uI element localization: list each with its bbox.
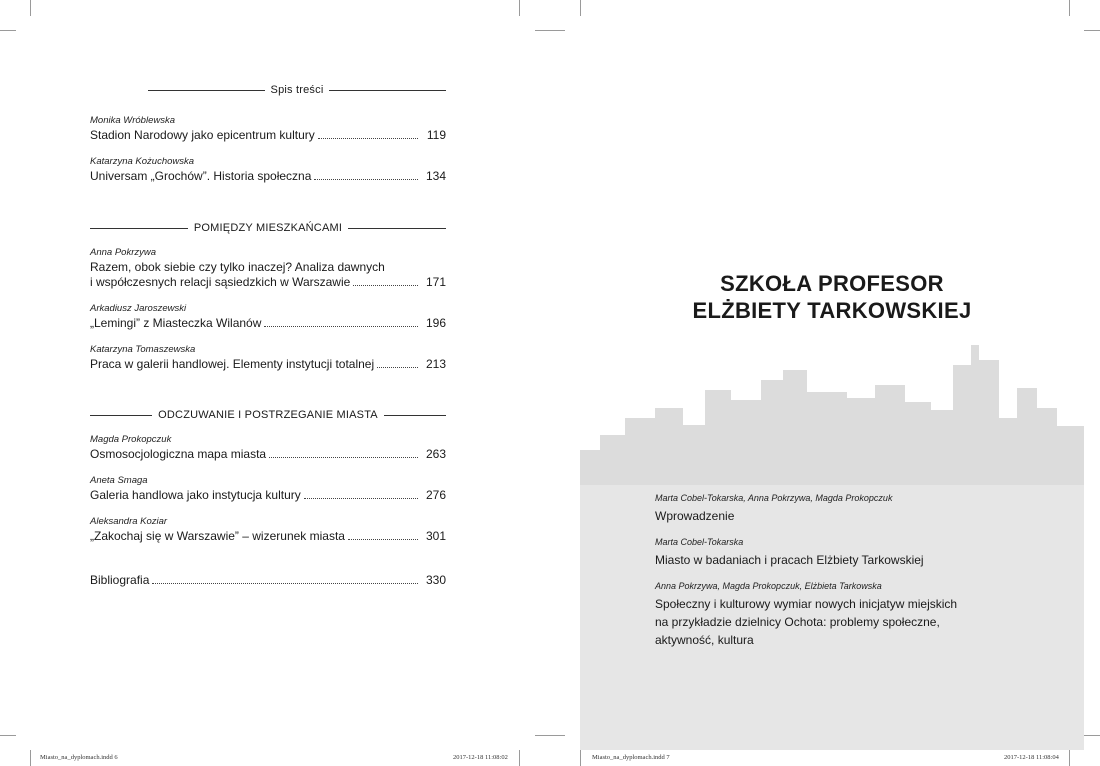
entry-title: „Lemingi” z Miasteczka Wilanów (90, 316, 262, 330)
entry-title: i współczesnych relacji sąsiedzkich w Warszawie (90, 275, 351, 289)
entry-title: Wprowadzenie (655, 509, 735, 523)
entry-page: 213 (425, 357, 446, 371)
entry-author: Katarzyna Tomaszewska (90, 344, 196, 355)
toc-entry-bibliography[interactable] (90, 573, 446, 588)
toc-entry[interactable] (90, 516, 446, 544)
slug-date: 2017-12-18 11:08:04 (1004, 754, 1059, 761)
entry-author: Aneta Smaga (90, 475, 148, 486)
entry-author: Anna Pokrzywa (90, 247, 157, 258)
entry-page: 134 (425, 169, 446, 183)
crop-mark (1069, 750, 1070, 766)
crop-mark (519, 750, 520, 766)
section-heading (90, 409, 446, 421)
entry-title: Osmosocjologiczna mapa miasta (90, 447, 267, 461)
entry-title-line: na przykładzie dzielnicy Ochota: problemy społeczne, (655, 615, 940, 629)
toc-entry[interactable] (655, 537, 985, 569)
entry-author: Monika Wróblewska (90, 115, 175, 126)
crop-mark (30, 750, 31, 766)
crop-mark (535, 30, 565, 31)
crop-mark (30, 0, 31, 16)
toc-entry[interactable] (90, 434, 446, 462)
entry-author: Aleksandra Koziar (90, 516, 168, 527)
part-contents (655, 493, 985, 649)
city-skyline-image (580, 330, 1084, 486)
toc-entry[interactable] (90, 247, 446, 290)
entry-title: „Zakochaj się w Warszawie” – wizerunek miasta (90, 529, 345, 543)
entry-author: Katarzyna Kożuchowska (90, 156, 195, 167)
crop-mark (1084, 735, 1100, 736)
entry-page: 119 (426, 128, 446, 142)
part-title (580, 270, 1084, 324)
entry-title: Stadion Narodowy jako epicentrum kultury (90, 128, 315, 142)
entry-page: 196 (425, 316, 446, 330)
slug-file: Miasto_na_dyplomach.indd 6 (40, 754, 118, 761)
entry-author: Marta Cobel-Tokarska, Anna Pokrzywa, Magda Prokopczuk (655, 493, 893, 503)
entry-title: Bibliografia (90, 573, 150, 587)
crop-mark (580, 0, 581, 16)
toc-entry[interactable] (655, 581, 985, 649)
toc-entry[interactable] (90, 156, 446, 184)
part-title-line1: SZKOŁA PROFESOR (720, 271, 944, 296)
crop-mark (535, 735, 565, 736)
entry-title-line: Społeczny i kulturowy wymiar nowych inicjatyw miejskich (655, 597, 958, 611)
toc-entry[interactable] (655, 493, 985, 525)
section-heading (90, 222, 446, 234)
table-of-contents (90, 84, 446, 588)
section-heading-text: ODCZUWANIE I POSTRZEGANIE MIASTA (158, 409, 378, 421)
entry-page: 263 (425, 447, 446, 461)
toc-heading-text: Spis treści (270, 84, 324, 96)
entry-author: Arkadiusz Jaroszewski (90, 303, 187, 314)
entry-title: Universam „Grochów”. Historia społeczna (90, 169, 312, 183)
entry-author: Magda Prokopczuk (90, 434, 172, 445)
entry-page: 330 (425, 573, 446, 587)
toc-entry[interactable] (90, 475, 446, 503)
entry-author: Anna Pokrzywa, Magda Prokopczuk, Elżbieta Tarkowska (655, 581, 882, 591)
slug-file: Miasto_na_dyplomach.indd 7 (592, 754, 670, 761)
part-title-line2: ELŻBIETY TARKOWSKIEJ (692, 298, 972, 323)
entry-title: Praca w galerii handlowej. Elementy instytucji totalnej (90, 357, 375, 371)
toc-entry[interactable] (90, 115, 446, 143)
crop-mark (1069, 0, 1070, 16)
section-heading-text: POMIĘDZY MIESZKAŃCAMI (193, 222, 343, 234)
toc-entry[interactable] (90, 303, 446, 331)
entry-title-line: Razem, obok siebie czy tylko inaczej? Analiza dawnych (90, 260, 385, 274)
crop-mark (0, 30, 16, 31)
entry-page: 171 (425, 275, 446, 289)
entry-page: 301 (425, 529, 446, 543)
crop-mark (580, 750, 581, 766)
entry-page: 276 (425, 488, 446, 502)
entry-title: Miasto w badaniach i pracach Elżbiety Tarkowskiej (655, 553, 924, 567)
toc-entry[interactable] (90, 344, 446, 372)
crop-mark (0, 735, 16, 736)
crop-mark (1084, 30, 1100, 31)
slug-date: 2017-12-18 11:08:02 (453, 754, 508, 761)
entry-title-line: aktywność, kultura (655, 633, 754, 647)
entry-author: Marta Cobel-Tokarska (655, 537, 744, 547)
toc-heading (90, 84, 446, 96)
crop-mark (519, 0, 520, 16)
entry-title: Galeria handlowa jako instytucja kultury (90, 488, 301, 502)
